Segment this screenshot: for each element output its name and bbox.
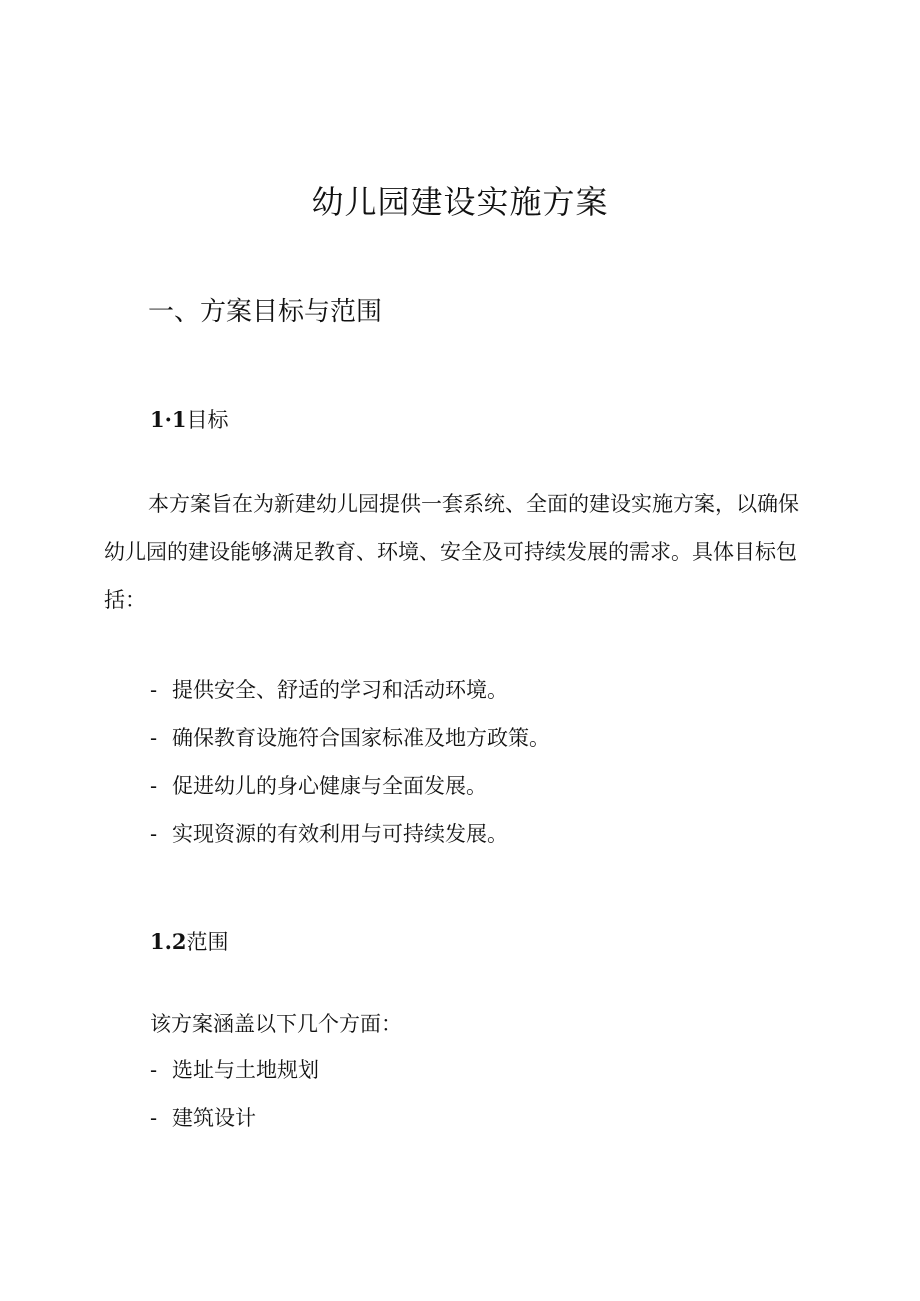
bullet-marker: -: [150, 1106, 158, 1130]
bullet-marker: -: [150, 774, 158, 798]
list-item: [150, 714, 550, 762]
goals-heading-number: 1·1: [150, 407, 187, 432]
scope-heading: [150, 926, 229, 958]
goals-heading: [150, 404, 229, 436]
goals-paragraph: 本方案旨在为新建幼儿园提供一套系统、全面的建设实施方案，以确保幼儿园的建设能够满足教育、环境、安全及可持续发展的需求。具体目标包括：: [104, 492, 799, 612]
goals-heading-label: 目标: [186, 408, 229, 432]
list-item-text: 建筑设计: [172, 1106, 256, 1130]
bullet-marker: -: [150, 822, 158, 846]
document-title: 幼儿园建设实施方案: [311, 183, 609, 221]
list-item-text: 选址与土地规划: [172, 1058, 319, 1082]
list-item-text: 促进幼儿的身心健康与全面发展。: [172, 774, 487, 798]
scope-heading-label: 范围: [186, 930, 229, 954]
list-item-text: 提供安全、舒适的学习和活动环境。: [172, 678, 508, 702]
scope-heading-number: 1.2: [150, 929, 187, 954]
scope-intro: 该方案涵盖以下几个方面：: [150, 1012, 402, 1036]
list-item: [150, 810, 550, 858]
section-heading: 一、方案目标与范围: [148, 297, 383, 327]
bullet-marker: -: [150, 726, 158, 750]
list-item: [150, 1094, 319, 1142]
list-item: [150, 1046, 319, 1094]
list-item-text: 实现资源的有效利用与可持续发展。: [172, 822, 508, 846]
bullet-marker: -: [150, 1058, 158, 1082]
list-item: [150, 666, 550, 714]
goals-list: [150, 666, 550, 858]
scope-list: [150, 1046, 319, 1142]
list-item-text: 确保教育设施符合国家标准及地方政策。: [172, 726, 550, 750]
list-item: [150, 762, 550, 810]
bullet-marker: -: [150, 678, 158, 702]
